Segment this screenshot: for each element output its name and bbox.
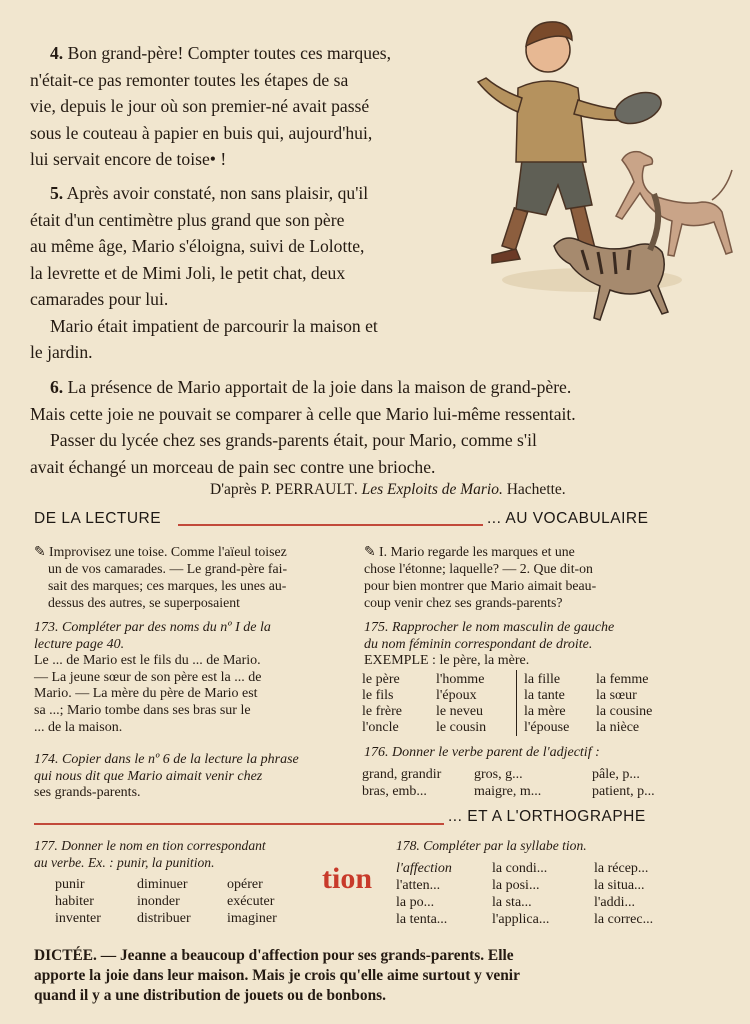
word: opérer [227,877,263,892]
text-line: I. Mario regarde les marques et une [379,544,575,559]
exercise-title: lecture page 40. [34,636,125,652]
exercise-title: du nom féminin correspondant de droite. [364,636,593,652]
text-line: Mais cette joie ne pouvait se comparer à celle que Mario lui-même ressentait. [30,403,576,424]
word: gros, g... [474,767,523,782]
ex175-right-grid [524,672,676,736]
word: la correc... [594,912,654,927]
text-line: un de vos camarades. — Le grand-père fai- [48,561,288,576]
word: le père [362,672,400,687]
word: le fils [362,688,394,703]
greyhound-dog [616,152,732,256]
text-line: sa ...; Mario tombe dans ses bras sur le [34,702,251,718]
header-orthographe: ... ET A L'ORTHOGRAPHE [448,808,646,825]
paragraph-number: 6. [50,377,64,397]
text-line: pour bien montrer que Mario aimait beau- [364,578,597,593]
pencil-icon: ✎ [34,544,46,559]
text-line: Passer du lycée chez ses grands-parents était, pour Mario, comme s'il [50,430,537,450]
exercise-175 [364,620,709,670]
text-line: au même âge, Mario s'éloigna, suivi de Lolotte, [30,236,365,256]
text-line: la levrette et de Mimi Joli, le petit chat, deux [30,262,346,283]
word: la condi... [492,861,548,876]
source-book: Les Exploits de Mario. [361,481,503,498]
header-rule [178,524,483,526]
text-line: avait échangé un morceau de pain sec contre une brioche. [30,456,436,477]
text-line: vie, depuis le jour où son premier-né avait passé [30,96,370,116]
word: la récep... [594,861,649,876]
word: la cousine [596,704,653,719]
word: la tenta... [396,912,448,927]
exercise-178: 178. Compléter par la syllabe tion. [396,838,587,853]
exercise-title: 177. Donner le nom en tion correspondant [34,838,266,853]
text-line: sait des marques; ces marques, les unes au- [48,578,287,593]
word: l'addi... [594,895,636,910]
ex175-divider [516,670,517,736]
text-line: Après avoir constaté, non sans plaisir, qu'il [66,183,369,203]
pencil-icon: ✎ [364,544,376,559]
word: la sta... [492,895,532,910]
exercise-example: EXEMPLE : le père, la mère. [364,653,530,669]
text-line: ses grands-parents. [34,785,141,801]
ex175-left-grid [362,672,518,736]
text-line: 174. Copier dans le nº 6 de la lecture la phrase [34,752,299,767]
word: la posi... [492,878,540,893]
ex178-grid [396,860,684,928]
word: la sœur [596,688,637,703]
word: diminuer [137,877,188,892]
boy-figure [478,22,665,264]
text-line: coup venir chez ses grands-parents? [364,595,563,610]
text-line: DICTÉE. — Jeanne a beaucoup d'affection pour ses grands-parents. Elle [34,947,514,964]
exercise-title: au verbe. Ex. : punir, la punition. [34,854,215,870]
word: l'atten... [396,878,441,893]
word: la po... [396,895,435,910]
word: l'homme [436,672,485,687]
paragraph-4 [30,40,470,173]
word: l'oncle [362,720,399,735]
orthographe-rule [34,823,444,825]
text-line: ... de la maison. [34,719,123,735]
word: pâle, p... [592,767,640,782]
text-line: n'était-ce pas remonter toutes les étapes de sa [30,69,349,90]
text-line: dessus des autres, se superposaient [48,595,240,610]
word: habiter [55,894,94,909]
source-author: PERRAULT [275,481,354,498]
paragraph-5 [30,180,470,366]
text-line: le jardin. [30,342,93,362]
word: maigre, m... [474,784,542,799]
word: le frère [362,704,403,719]
word: exécuter [227,894,275,909]
header-lecture: DE LA LECTURE [34,510,162,527]
exercise-title: 173. Compléter par des noms du nº I de la [34,620,271,635]
paragraph-6 [30,374,720,480]
text-line: La présence de Mario apportait de la joie dans la maison de grand-père. [67,377,572,397]
paragraph-number: 5. [50,183,64,203]
source-citation: D'après P. PERRAULT. Les Exploits de Mario. Hachette. [210,481,566,498]
ex176-grid [362,766,682,800]
word: inonder [137,894,180,909]
text-line: chose l'étonne; laquelle? — 2. Que dit-on [364,561,593,576]
text-line: était d'un centimètre plus grand que son père [30,209,345,230]
dictee [34,946,734,1006]
exercise-177 [34,838,354,871]
word: punir [55,877,85,892]
word: l'affection [396,861,452,876]
boy-running-illustration [462,10,744,342]
ex177-grid [55,876,307,927]
text-line: Mario. — La mère du père de Mario est [34,686,258,702]
word: la mère [524,704,566,719]
source-publisher: Hachette. [506,481,566,498]
word: distribuer [137,911,191,926]
text-line: qui nous dit que Mario aimait venir chez [34,768,263,784]
word: bras, emb... [362,784,427,799]
word: inventer [55,911,101,926]
paragraph-number: 4. [50,43,64,63]
word: grand, grandir [362,767,442,782]
exercise-174 [34,752,354,802]
text-line: Le ... de Mario est le fils du ... de Mario. [34,653,261,669]
improvise-exercise [34,543,354,611]
tion-syllable-label: tion [322,862,373,895]
questions-exercise [364,543,704,611]
word: l'époux [436,688,477,703]
word: la tante [524,688,565,703]
word: la situa... [594,878,645,893]
word: la nièce [596,720,640,735]
word: patient, p... [592,784,655,799]
text-line: apporte la joie dans leur maison. Mais je crois qu'elle aime surtout y venir [34,967,520,984]
word: le cousin [436,720,487,735]
text-line: sous le couteau à papier en buis qui, aujourd'hui, [30,122,373,143]
exercise-176: 176. Donner le verbe parent de l'adjectif : [364,745,600,760]
word: l'épouse [524,720,570,735]
text-line: Mario était impatient de parcourir la maison et [50,315,378,336]
exercise-173 [34,620,354,736]
word: imaginer [227,911,277,926]
word: la femme [596,672,649,687]
word: la fille [524,672,561,687]
exercise-title: 175. Rapprocher le nom masculin de gauche [364,620,615,635]
source-prefix: D'après P. [210,481,276,498]
text-line: — La jeune sœur de son père est la ... de [34,669,262,685]
text-line: Bon grand-père! Compter toutes ces marques, [67,43,392,63]
text-line: quand il y a une distribution de jouets ou de bonbons. [34,987,386,1004]
word: le neveu [436,704,484,719]
header-vocabulaire: ... AU VOCABULAIRE [487,510,649,527]
text-line: camarades pour lui. [30,289,169,309]
text-line: Improvisez une toise. Comme l'aïeul toisez [49,544,287,559]
word: l'applica... [492,912,550,927]
text-line: lui servait encore de toise• ! [30,149,227,169]
